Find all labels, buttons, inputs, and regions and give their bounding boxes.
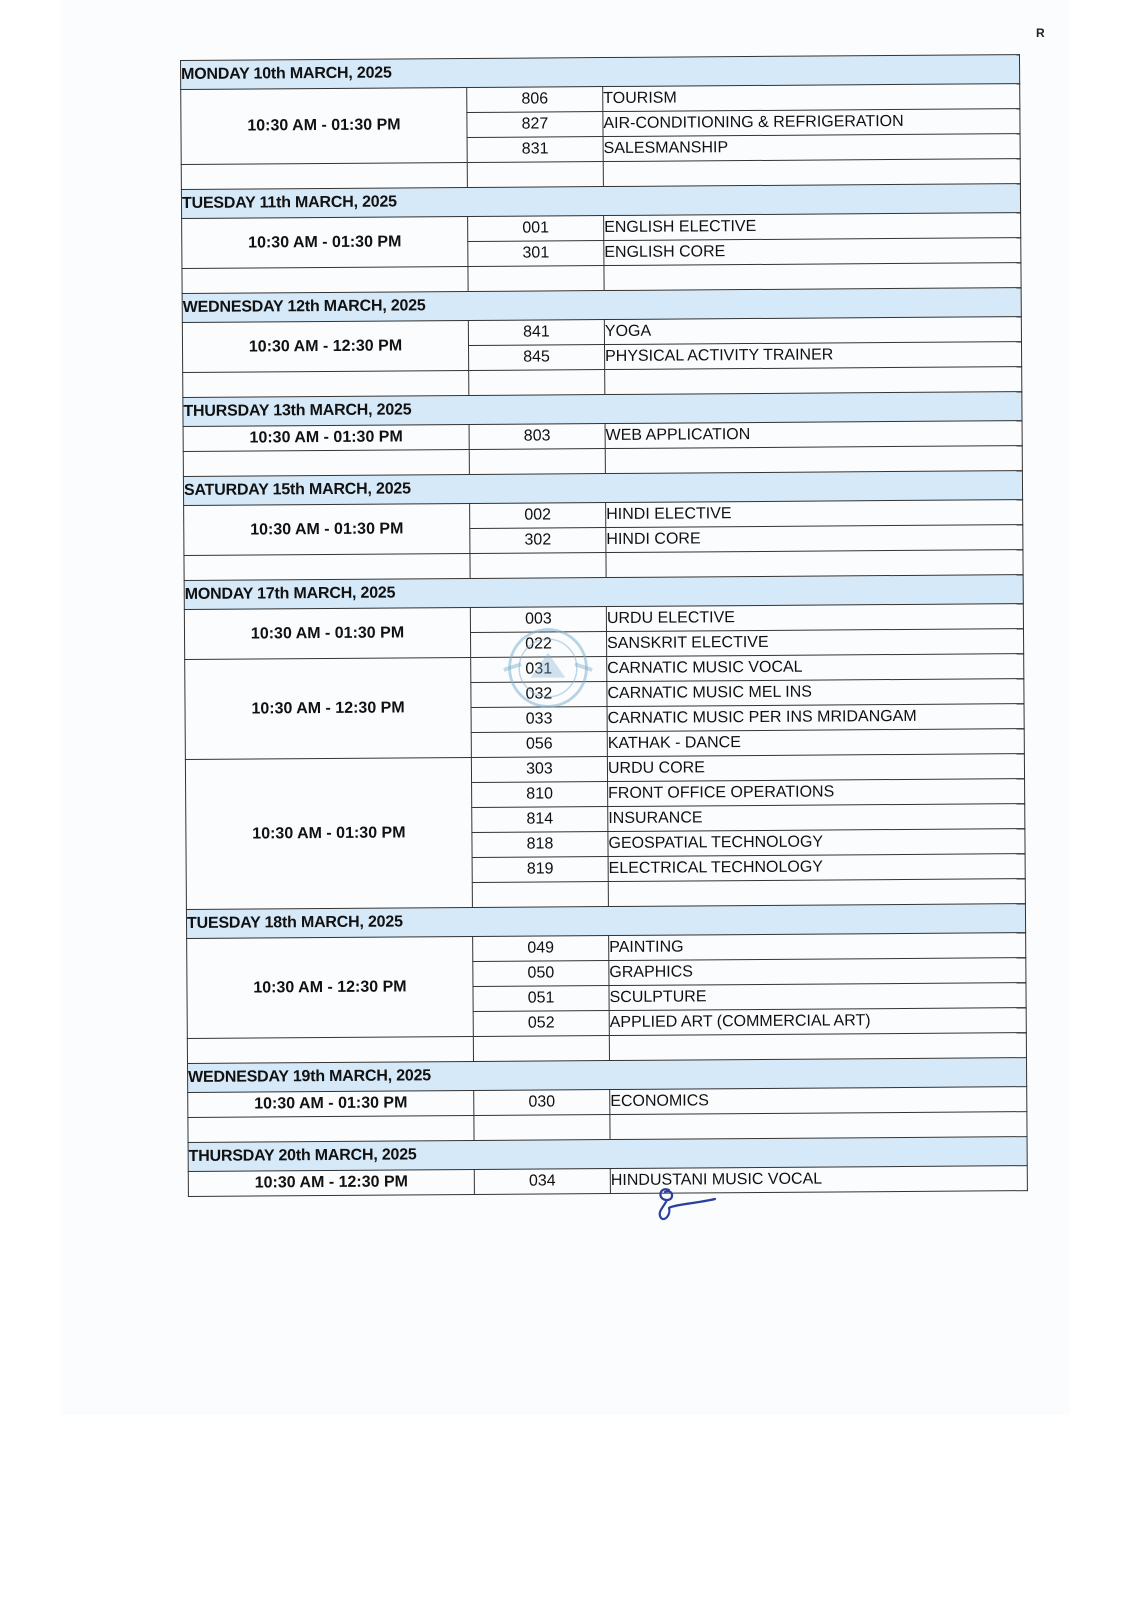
subject-name: HINDI CORE	[606, 525, 1023, 553]
subject-code: 810	[472, 782, 608, 808]
blank-cell	[468, 266, 604, 292]
blank-cell	[605, 446, 1022, 474]
subject-name: HINDUSTANI MUSIC VOCAL	[610, 1166, 1027, 1194]
subject-name: GEOSPATIAL TECHNOLOGY	[608, 829, 1025, 857]
blank-cell	[183, 370, 469, 397]
blank-cell	[604, 263, 1021, 291]
exam-time: 10:30 AM - 01:30 PM	[184, 607, 470, 659]
blank-cell	[182, 266, 468, 293]
subject-name: ENGLISH ELECTIVE	[604, 213, 1021, 241]
blank-cell	[184, 553, 470, 580]
subject-name: YOGA	[604, 317, 1021, 345]
exam-date: THURSDAY 20th MARCH, 2025	[188, 1137, 1027, 1172]
subject-name: SALESMANSHIP	[603, 134, 1020, 162]
subject-name: CARNATIC MUSIC VOCAL	[607, 654, 1024, 682]
blank-cell	[603, 159, 1020, 187]
subject-name: TOURISM	[603, 84, 1020, 112]
paper-row	[188, 1166, 1027, 1197]
subject-name: KATHAK - DANCE	[607, 729, 1024, 757]
subject-code: 034	[474, 1169, 610, 1195]
subject-code: 841	[468, 320, 604, 346]
exam-time: 10:30 AM - 12:30 PM	[188, 1169, 474, 1196]
subject-name: FRONT OFFICE OPERATIONS	[608, 779, 1025, 807]
subject-name: PAINTING	[609, 933, 1026, 961]
subject-name: APPLIED ART (COMMERCIAL ART)	[609, 1008, 1026, 1036]
blank-cell	[605, 367, 1022, 395]
subject-name: GRAPHICS	[609, 958, 1026, 986]
blank-cell	[187, 1036, 473, 1063]
blank-cell	[610, 1112, 1027, 1140]
exam-time: 10:30 AM - 01:30 PM	[183, 424, 469, 451]
blank-cell	[188, 1115, 474, 1142]
subject-name: CARNATIC MUSIC MEL INS	[607, 679, 1024, 707]
subject-code: 003	[470, 607, 606, 633]
subject-code: 030	[474, 1090, 610, 1116]
subject-code: 050	[473, 961, 609, 987]
blank-cell	[469, 370, 605, 396]
blank-cell	[181, 162, 467, 189]
exam-date: THURSDAY 13th MARCH, 2025	[183, 392, 1022, 427]
subject-code: 827	[467, 112, 603, 138]
subject-name: AIR-CONDITIONING & REFRIGERATION	[603, 109, 1020, 137]
subject-name: INSURANCE	[608, 804, 1025, 832]
subject-name: SCULPTURE	[609, 983, 1026, 1011]
blank-cell	[474, 1115, 610, 1141]
subject-code: 303	[471, 757, 607, 783]
blank-cell	[472, 882, 608, 908]
subject-code: 056	[471, 732, 607, 758]
exam-date: SATURDAY 15th MARCH, 2025	[183, 471, 1022, 506]
subject-code: 814	[472, 807, 608, 833]
exam-time: 10:30 AM - 01:30 PM	[188, 1090, 474, 1117]
exam-schedule-table	[180, 54, 1028, 1197]
subject-code: 301	[468, 241, 604, 267]
subject-name: HINDI ELECTIVE	[606, 500, 1023, 528]
blank-cell	[473, 1036, 609, 1062]
exam-time: 10:30 AM - 12:30 PM	[182, 320, 468, 372]
signature-icon	[655, 1180, 717, 1226]
subject-code: 818	[472, 832, 608, 858]
subject-code: 806	[467, 87, 603, 113]
exam-time: 10:30 AM - 01:30 PM	[181, 87, 468, 164]
subject-code: 845	[469, 345, 605, 371]
subject-name: URDU CORE	[607, 754, 1024, 782]
subject-code: 031	[471, 657, 607, 683]
subject-code: 001	[468, 216, 604, 242]
exam-time: 10:30 AM - 01:30 PM	[184, 503, 470, 555]
blank-cell	[608, 879, 1025, 907]
exam-time: 10:30 AM - 12:30 PM	[187, 936, 474, 1038]
exam-date: TUESDAY 11th MARCH, 2025	[181, 184, 1020, 219]
subject-name: ECONOMICS	[610, 1087, 1027, 1115]
blank-cell	[606, 550, 1023, 578]
subject-code: 032	[471, 682, 607, 708]
subject-code: 022	[471, 632, 607, 658]
subject-code: 803	[469, 424, 605, 450]
subject-code: 302	[470, 528, 606, 554]
exam-date: TUESDAY 18th MARCH, 2025	[186, 904, 1025, 939]
page-mark: R	[1036, 26, 1045, 40]
subject-code: 049	[473, 936, 609, 962]
subject-name: CARNATIC MUSIC PER INS MRIDANGAM	[607, 704, 1024, 732]
exam-time: 10:30 AM - 01:30 PM	[182, 216, 468, 268]
blank-cell	[609, 1033, 1026, 1061]
blank-cell	[183, 449, 469, 476]
blank-cell	[469, 449, 605, 475]
subject-name: SANSKRIT ELECTIVE	[607, 629, 1024, 657]
exam-date: WEDNESDAY 12th MARCH, 2025	[182, 288, 1021, 323]
subject-code: 033	[471, 707, 607, 733]
exam-date: WEDNESDAY 19th MARCH, 2025	[188, 1058, 1027, 1093]
board-seal-icon	[500, 620, 596, 716]
subject-name: ENGLISH CORE	[604, 238, 1021, 266]
exam-date: MONDAY 10th MARCH, 2025	[181, 55, 1020, 90]
exam-date: MONDAY 17th MARCH, 2025	[184, 575, 1023, 610]
exam-time: 10:30 AM - 01:30 PM	[185, 757, 472, 909]
subject-code: 002	[470, 503, 606, 529]
subject-code: 819	[472, 857, 608, 883]
subject-code: 051	[473, 986, 609, 1012]
subject-name: PHYSICAL ACTIVITY TRAINER	[604, 342, 1021, 370]
exam-time: 10:30 AM - 12:30 PM	[185, 657, 472, 759]
blank-cell	[470, 553, 606, 579]
subject-code: 052	[473, 1011, 609, 1037]
subject-name: URDU ELECTIVE	[606, 604, 1023, 632]
subject-name: ELECTRICAL TECHNOLOGY	[608, 854, 1025, 882]
subject-code: 831	[467, 137, 603, 163]
subject-name: WEB APPLICATION	[605, 421, 1022, 449]
blank-cell	[467, 162, 603, 188]
